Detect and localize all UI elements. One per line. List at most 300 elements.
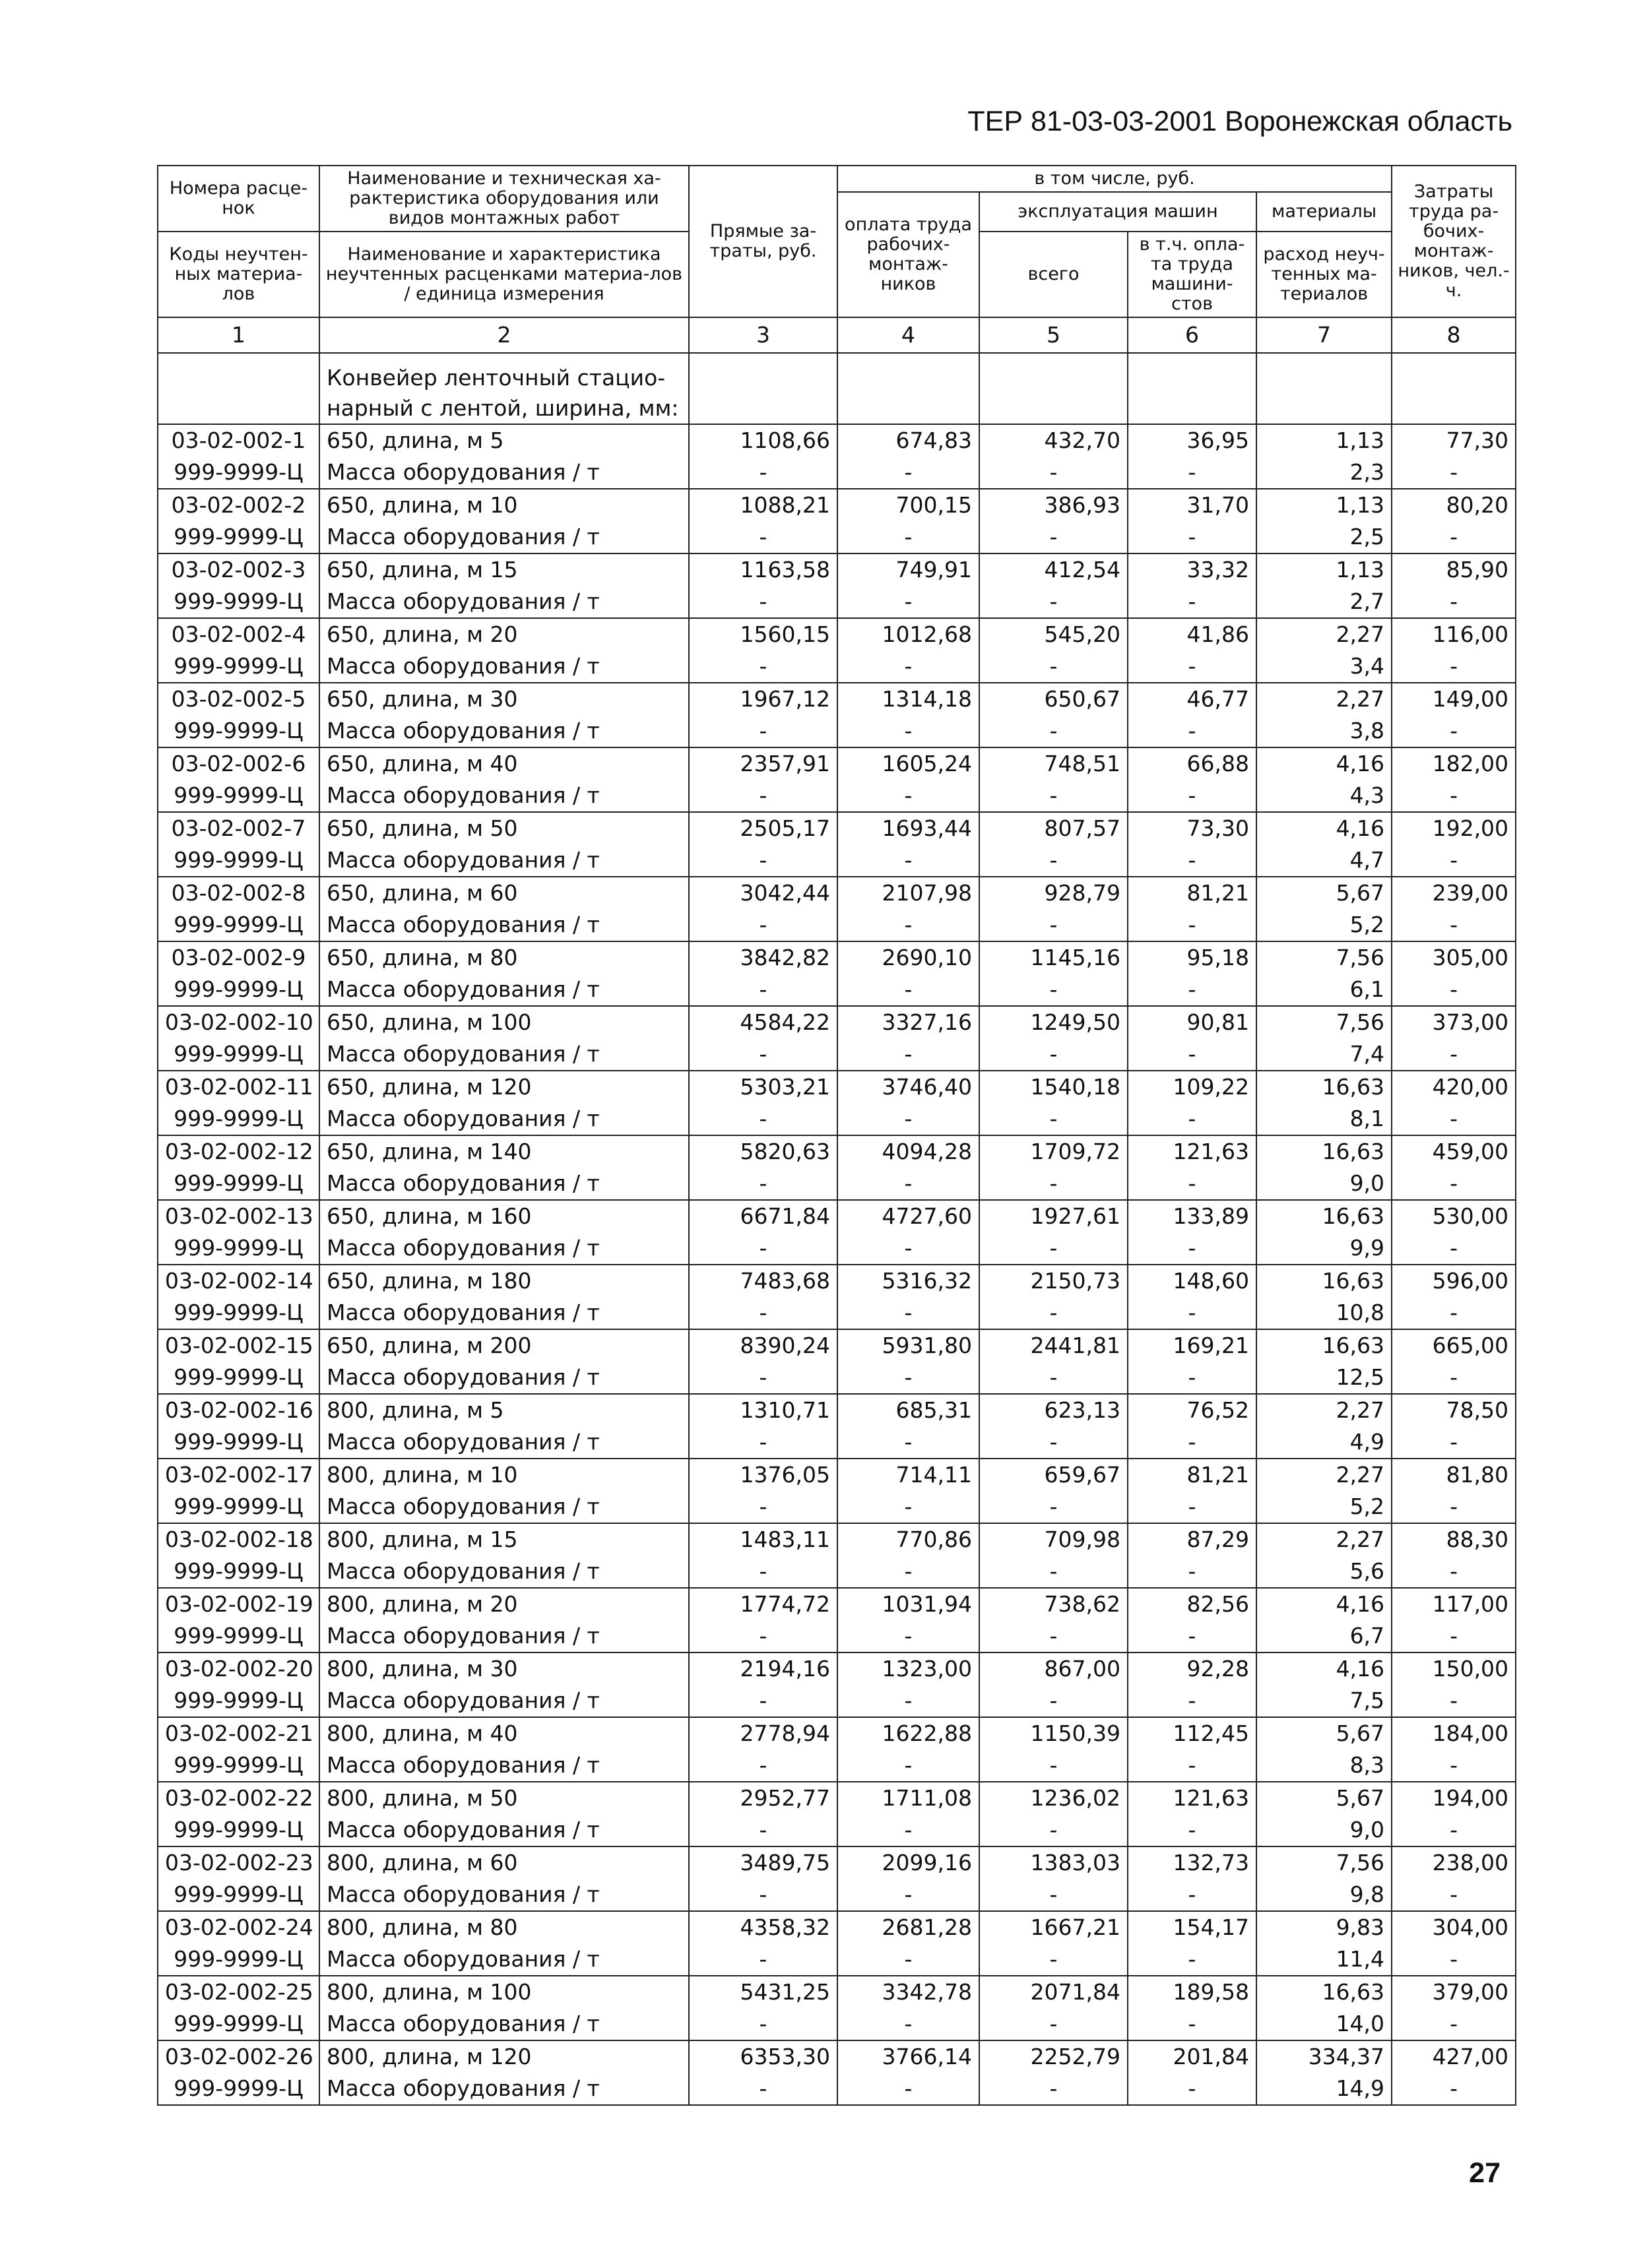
material-code: 999-9999-Ц (158, 1749, 319, 1782)
machinist-pay: 82,56 (1128, 1588, 1256, 1620)
labor-hours: 239,00 (1392, 877, 1516, 909)
material-mass: 4,7 (1256, 844, 1392, 877)
material-code: 999-9999-Ц (158, 1879, 319, 1911)
dash-cell: - (837, 844, 979, 877)
dash-cell: - (1392, 1232, 1516, 1265)
dash-cell: - (1392, 780, 1516, 812)
table-row (158, 1329, 1516, 1362)
direct-costs: 1310,71 (689, 1394, 837, 1426)
dash-cell: - (689, 1943, 837, 1976)
worker-pay: 1323,00 (837, 1653, 979, 1685)
worker-pay: 749,91 (837, 553, 979, 586)
table-row (158, 1071, 1516, 1103)
machinist-pay: 90,81 (1128, 1006, 1256, 1038)
machine-total: 1150,39 (979, 1717, 1128, 1749)
material-code: 999-9999-Ц (158, 586, 319, 618)
dash-cell: - (837, 715, 979, 747)
table-row (158, 747, 1516, 780)
header-worker-pay: оплата труда рабочих-монтаж-ников (837, 192, 979, 317)
dash-cell: - (1392, 457, 1516, 489)
worker-pay: 714,11 (837, 1459, 979, 1491)
direct-costs: 2194,16 (689, 1653, 837, 1685)
materials-cost: 16,63 (1256, 1265, 1392, 1297)
machine-total: 748,51 (979, 747, 1128, 780)
dash-cell: - (689, 1685, 837, 1717)
material-name: Масса оборудования / т (319, 1038, 689, 1071)
material-code: 999-9999-Ц (158, 2073, 319, 2105)
material-mass: 5,2 (1256, 909, 1392, 941)
worker-pay: 700,15 (837, 489, 979, 521)
dash-cell: - (837, 1556, 979, 1588)
labor-hours: 150,00 (1392, 1653, 1516, 1685)
dash-cell: - (1128, 1426, 1256, 1459)
machinist-pay: 154,17 (1128, 1911, 1256, 1943)
material-row (158, 1168, 1516, 1200)
material-code: 999-9999-Ц (158, 521, 319, 553)
machine-total: 1667,21 (979, 1911, 1128, 1943)
material-name: Масса оборудования / т (319, 1297, 689, 1329)
rate-name: 650, длина, м 15 (319, 553, 689, 586)
material-mass: 4,3 (1256, 780, 1392, 812)
material-row (158, 1685, 1516, 1717)
dash-cell: - (689, 650, 837, 683)
section-row (158, 353, 1516, 424)
dash-cell: - (837, 1168, 979, 1200)
header-material-code: Коды неучтен-ных материа-лов (158, 232, 319, 317)
material-mass: 9,0 (1256, 1168, 1392, 1200)
material-code: 999-9999-Ц (158, 974, 319, 1006)
labor-hours: 77,30 (1392, 424, 1516, 457)
materials-cost: 1,13 (1256, 489, 1392, 521)
table-row (158, 1006, 1516, 1038)
material-code: 999-9999-Ц (158, 1297, 319, 1329)
direct-costs: 1967,12 (689, 683, 837, 715)
dash-cell: - (1128, 586, 1256, 618)
direct-costs: 7483,68 (689, 1265, 837, 1297)
worker-pay: 2107,98 (837, 877, 979, 909)
direct-costs: 2778,94 (689, 1717, 837, 1749)
machine-total: 2071,84 (979, 1976, 1128, 2008)
machinist-pay: 73,30 (1128, 812, 1256, 844)
material-name: Масса оборудования / т (319, 1879, 689, 1911)
machinist-pay: 121,63 (1128, 1782, 1256, 1814)
materials-cost: 4,16 (1256, 1653, 1392, 1685)
dash-cell: - (1392, 650, 1516, 683)
machinist-pay: 36,95 (1128, 424, 1256, 457)
direct-costs: 8390,24 (689, 1329, 837, 1362)
worker-pay: 1012,68 (837, 618, 979, 650)
dash-cell: - (979, 1943, 1128, 1976)
worker-pay: 685,31 (837, 1394, 979, 1426)
material-code: 999-9999-Ц (158, 780, 319, 812)
materials-cost: 5,67 (1256, 877, 1392, 909)
material-mass: 3,4 (1256, 650, 1392, 683)
worker-pay: 3327,16 (837, 1006, 979, 1038)
labor-hours: 182,00 (1392, 747, 1516, 780)
machine-total: 1927,61 (979, 1200, 1128, 1232)
material-row (158, 521, 1516, 553)
labor-hours: 184,00 (1392, 1717, 1516, 1749)
material-name: Масса оборудования / т (319, 457, 689, 489)
rate-name: 650, длина, м 120 (319, 1071, 689, 1103)
material-row (158, 1362, 1516, 1394)
worker-pay: 1711,08 (837, 1782, 979, 1814)
material-mass: 6,1 (1256, 974, 1392, 1006)
rate-code: 03-02-002-12 (158, 1135, 319, 1168)
worker-pay: 1693,44 (837, 812, 979, 844)
column-number: 2 (319, 317, 689, 353)
dash-cell: - (979, 1297, 1128, 1329)
labor-hours: 427,00 (1392, 2040, 1516, 2073)
machine-total: 2150,73 (979, 1265, 1128, 1297)
table-row (158, 1200, 1516, 1232)
material-name: Масса оборудования / т (319, 1232, 689, 1265)
header-machine-operation: эксплуатация машин (979, 192, 1256, 232)
dash-cell: - (979, 1426, 1128, 1459)
machine-total: 386,93 (979, 489, 1128, 521)
labor-hours: 530,00 (1392, 1200, 1516, 1232)
dash-cell: - (1128, 521, 1256, 553)
dash-cell: - (1392, 586, 1516, 618)
dash-cell: - (837, 650, 979, 683)
dash-cell: - (979, 1362, 1128, 1394)
rate-name: 800, длина, м 5 (319, 1394, 689, 1426)
dash-cell: - (1128, 1879, 1256, 1911)
dash-cell: - (689, 780, 837, 812)
material-mass: 2,7 (1256, 586, 1392, 618)
material-mass: 11,4 (1256, 1943, 1392, 1976)
table-row (158, 1911, 1516, 1943)
material-name: Масса оборудования / т (319, 844, 689, 877)
material-row (158, 1814, 1516, 1846)
materials-cost: 2,27 (1256, 1394, 1392, 1426)
labor-hours: 117,00 (1392, 1588, 1516, 1620)
labor-hours: 194,00 (1392, 1782, 1516, 1814)
dash-cell: - (837, 909, 979, 941)
material-name: Масса оборудования / т (319, 974, 689, 1006)
material-name: Масса оборудования / т (319, 586, 689, 618)
rate-name: 650, длина, м 20 (319, 618, 689, 650)
materials-cost: 7,56 (1256, 1846, 1392, 1879)
dash-cell: - (979, 1749, 1128, 1782)
dash-cell: - (1128, 650, 1256, 683)
machine-total: 928,79 (979, 877, 1128, 909)
material-mass: 9,8 (1256, 1879, 1392, 1911)
worker-pay: 3766,14 (837, 2040, 979, 2073)
materials-cost: 7,56 (1256, 941, 1392, 974)
dash-cell: - (689, 457, 837, 489)
labor-hours: 459,00 (1392, 1135, 1516, 1168)
worker-pay: 3746,40 (837, 1071, 979, 1103)
dash-cell: - (689, 1426, 837, 1459)
machinist-pay: 169,21 (1128, 1329, 1256, 1362)
material-name: Масса оборудования / т (319, 780, 689, 812)
materials-cost: 16,63 (1256, 1329, 1392, 1362)
material-row (158, 1232, 1516, 1265)
table-row (158, 1653, 1516, 1685)
rate-code: 03-02-002-2 (158, 489, 319, 521)
materials-cost: 2,27 (1256, 1459, 1392, 1491)
rate-name: 650, длина, м 180 (319, 1265, 689, 1297)
machine-total: 2441,81 (979, 1329, 1128, 1362)
material-mass: 6,7 (1256, 1620, 1392, 1653)
machinist-pay: 87,29 (1128, 1523, 1256, 1556)
direct-costs: 5431,25 (689, 1976, 837, 2008)
material-mass: 10,8 (1256, 1297, 1392, 1329)
dash-cell: - (979, 1556, 1128, 1588)
material-name: Масса оборудования / т (319, 1943, 689, 1976)
rate-name: 650, длина, м 100 (319, 1006, 689, 1038)
column-number: 8 (1392, 317, 1516, 353)
machine-total: 1236,02 (979, 1782, 1128, 1814)
rate-code: 03-02-002-26 (158, 2040, 319, 2073)
material-mass: 3,8 (1256, 715, 1392, 747)
material-mass: 5,6 (1256, 1556, 1392, 1588)
worker-pay: 2681,28 (837, 1911, 979, 1943)
materials-cost: 16,63 (1256, 1135, 1392, 1168)
labor-hours: 379,00 (1392, 1976, 1516, 2008)
labor-hours: 78,50 (1392, 1394, 1516, 1426)
labor-hours: 80,20 (1392, 489, 1516, 521)
rate-code: 03-02-002-10 (158, 1006, 319, 1038)
material-mass: 14,0 (1256, 2008, 1392, 2040)
material-row (158, 1749, 1516, 1782)
material-mass: 8,3 (1256, 1749, 1392, 1782)
material-mass: 8,1 (1256, 1103, 1392, 1135)
dash-cell: - (1392, 1297, 1516, 1329)
direct-costs: 4584,22 (689, 1006, 837, 1038)
direct-costs: 1483,11 (689, 1523, 837, 1556)
material-code: 999-9999-Ц (158, 1038, 319, 1071)
labor-hours: 149,00 (1392, 683, 1516, 715)
dash-cell: - (689, 1103, 837, 1135)
dash-cell: - (1128, 1297, 1256, 1329)
dash-cell: - (689, 1232, 837, 1265)
dash-cell: - (689, 974, 837, 1006)
machinist-pay: 31,70 (1128, 489, 1256, 521)
materials-cost: 7,56 (1256, 1006, 1392, 1038)
dash-cell: - (979, 1685, 1128, 1717)
labor-hours: 304,00 (1392, 1911, 1516, 1943)
dash-cell: - (1392, 715, 1516, 747)
dash-cell: - (837, 1297, 979, 1329)
direct-costs: 1560,15 (689, 618, 837, 650)
rate-code: 03-02-002-11 (158, 1071, 319, 1103)
machine-total: 738,62 (979, 1588, 1128, 1620)
dash-cell: - (837, 1362, 979, 1394)
rate-name: 800, длина, м 30 (319, 1653, 689, 1685)
worker-pay: 2099,16 (837, 1846, 979, 1879)
machine-total: 545,20 (979, 618, 1128, 650)
rate-name: 650, длина, м 60 (319, 877, 689, 909)
dash-cell: - (1128, 1749, 1256, 1782)
rate-code: 03-02-002-25 (158, 1976, 319, 2008)
material-mass: 7,5 (1256, 1685, 1392, 1717)
material-row (158, 1879, 1516, 1911)
machine-total: 867,00 (979, 1653, 1128, 1685)
dash-cell: - (837, 1879, 979, 1911)
dash-cell: - (689, 2073, 837, 2105)
table-row (158, 618, 1516, 650)
dash-cell: - (689, 1038, 837, 1071)
material-code: 999-9999-Ц (158, 2008, 319, 2040)
rate-code: 03-02-002-8 (158, 877, 319, 909)
worker-pay: 1622,88 (837, 1717, 979, 1749)
machine-total: 1249,50 (979, 1006, 1128, 1038)
rate-name: 650, длина, м 30 (319, 683, 689, 715)
machine-total: 650,67 (979, 683, 1128, 715)
material-mass: 14,9 (1256, 2073, 1392, 2105)
labor-hours: 238,00 (1392, 1846, 1516, 1879)
dash-cell: - (1392, 521, 1516, 553)
worker-pay: 2690,10 (837, 941, 979, 974)
machinist-pay: 46,77 (1128, 683, 1256, 715)
dash-cell: - (1128, 844, 1256, 877)
materials-cost: 4,16 (1256, 812, 1392, 844)
materials-cost: 2,27 (1256, 683, 1392, 715)
dash-cell: - (689, 1620, 837, 1653)
header-direct-costs: Прямые за-траты, руб. (689, 166, 837, 317)
machinist-pay: 95,18 (1128, 941, 1256, 974)
table-row (158, 1782, 1516, 1814)
dash-cell: - (1128, 1943, 1256, 1976)
table-row (158, 1976, 1516, 2008)
dash-cell: - (1128, 2073, 1256, 2105)
machine-total: 623,13 (979, 1394, 1128, 1426)
dash-cell: - (979, 1232, 1128, 1265)
material-name: Масса оборудования / т (319, 521, 689, 553)
machinist-pay: 109,22 (1128, 1071, 1256, 1103)
material-name: Масса оборудования / т (319, 1426, 689, 1459)
table-row (158, 1846, 1516, 1879)
dash-cell: - (837, 1620, 979, 1653)
labor-hours: 88,30 (1392, 1523, 1516, 1556)
rate-code: 03-02-002-4 (158, 618, 319, 650)
material-code: 999-9999-Ц (158, 1556, 319, 1588)
dash-cell: - (1392, 1685, 1516, 1717)
dash-cell: - (689, 586, 837, 618)
dash-cell: - (1128, 1168, 1256, 1200)
machine-total: 1383,03 (979, 1846, 1128, 1879)
dash-cell: - (837, 1426, 979, 1459)
rate-name: 650, длина, м 140 (319, 1135, 689, 1168)
rate-name: 650, длина, м 200 (319, 1329, 689, 1362)
material-name: Масса оборудования / т (319, 1556, 689, 1588)
labor-hours: 192,00 (1392, 812, 1516, 844)
material-mass: 9,0 (1256, 1814, 1392, 1846)
rate-code: 03-02-002-9 (158, 941, 319, 974)
material-row (158, 650, 1516, 683)
machinist-pay: 132,73 (1128, 1846, 1256, 1879)
dash-cell: - (1392, 2008, 1516, 2040)
material-mass: 5,2 (1256, 1491, 1392, 1523)
material-mass: 4,9 (1256, 1426, 1392, 1459)
direct-costs: 3042,44 (689, 877, 837, 909)
material-code: 999-9999-Ц (158, 1943, 319, 1976)
rate-name: 800, длина, м 100 (319, 1976, 689, 2008)
material-name: Масса оборудования / т (319, 1685, 689, 1717)
worker-pay: 4094,28 (837, 1135, 979, 1168)
rate-code: 03-02-002-22 (158, 1782, 319, 1814)
dash-cell: - (837, 1749, 979, 1782)
material-row (158, 1943, 1516, 1976)
document-title: ТЕР 81-03-03-2001 Воронежская область (967, 106, 1512, 137)
dash-cell: - (979, 780, 1128, 812)
material-name: Масса оборудования / т (319, 2008, 689, 2040)
material-code: 999-9999-Ц (158, 1685, 319, 1717)
dash-cell: - (1392, 1556, 1516, 1588)
material-row (158, 974, 1516, 1006)
header-equipment-name: Наименование и техническая ха-рактеристика оборудования или видов монтажных работ (319, 166, 689, 232)
machinist-pay: 148,60 (1128, 1265, 1256, 1297)
materials-cost: 4,16 (1256, 1588, 1392, 1620)
materials-cost: 5,67 (1256, 1782, 1392, 1814)
dash-cell: - (1392, 1943, 1516, 1976)
worker-pay: 5316,32 (837, 1265, 979, 1297)
dash-cell: - (689, 1168, 837, 1200)
machinist-pay: 81,21 (1128, 877, 1256, 909)
direct-costs: 2952,77 (689, 1782, 837, 1814)
rate-code: 03-02-002-24 (158, 1911, 319, 1943)
direct-costs: 5820,63 (689, 1135, 837, 1168)
direct-costs: 6353,30 (689, 2040, 837, 2073)
rate-code: 03-02-002-15 (158, 1329, 319, 1362)
rate-code: 03-02-002-23 (158, 1846, 319, 1879)
machine-total: 1540,18 (979, 1071, 1128, 1103)
header-material-consumption: расход неуч-тенных ма-териалов (1256, 232, 1392, 317)
direct-costs: 1774,72 (689, 1588, 837, 1620)
dash-cell: - (979, 715, 1128, 747)
header-material-name: Наименование и характеристика неучтенных расценками материа-лов / единица измерения (319, 232, 689, 317)
dash-cell: - (689, 1491, 837, 1523)
direct-costs: 5303,21 (689, 1071, 837, 1103)
material-name: Масса оборудования / т (319, 2073, 689, 2105)
dash-cell: - (689, 1879, 837, 1911)
material-name: Масса оборудования / т (319, 1814, 689, 1846)
material-code: 999-9999-Ц (158, 457, 319, 489)
dash-cell: - (979, 1491, 1128, 1523)
table-row (158, 1717, 1516, 1749)
dash-cell: - (979, 909, 1128, 941)
direct-costs: 4358,32 (689, 1911, 837, 1943)
material-mass: 2,3 (1256, 457, 1392, 489)
material-row (158, 457, 1516, 489)
materials-cost: 334,37 (1256, 2040, 1392, 2073)
dash-cell: - (979, 2073, 1128, 2105)
material-name: Масса оборудования / т (319, 650, 689, 683)
rate-name: 650, длина, м 40 (319, 747, 689, 780)
rates-table (157, 165, 1516, 2106)
rate-name: 800, длина, м 80 (319, 1911, 689, 1943)
dash-cell: - (837, 1232, 979, 1265)
dash-cell: - (1128, 909, 1256, 941)
material-name: Масса оборудования / т (319, 715, 689, 747)
dash-cell: - (1392, 844, 1516, 877)
rate-code: 03-02-002-18 (158, 1523, 319, 1556)
column-numbers-row (158, 317, 1516, 353)
header-labor-hours: Затраты труда ра-бочих-монтаж-ников, чел.-ч. (1392, 166, 1516, 317)
materials-cost: 2,27 (1256, 1523, 1392, 1556)
dash-cell: - (979, 844, 1128, 877)
table-row (158, 941, 1516, 974)
material-row (158, 780, 1516, 812)
material-name: Масса оборудования / т (319, 1168, 689, 1200)
rate-name: 650, длина, м 80 (319, 941, 689, 974)
dash-cell: - (689, 521, 837, 553)
machinist-pay: 33,32 (1128, 553, 1256, 586)
rate-code: 03-02-002-13 (158, 1200, 319, 1232)
machinist-pay: 76,52 (1128, 1394, 1256, 1426)
